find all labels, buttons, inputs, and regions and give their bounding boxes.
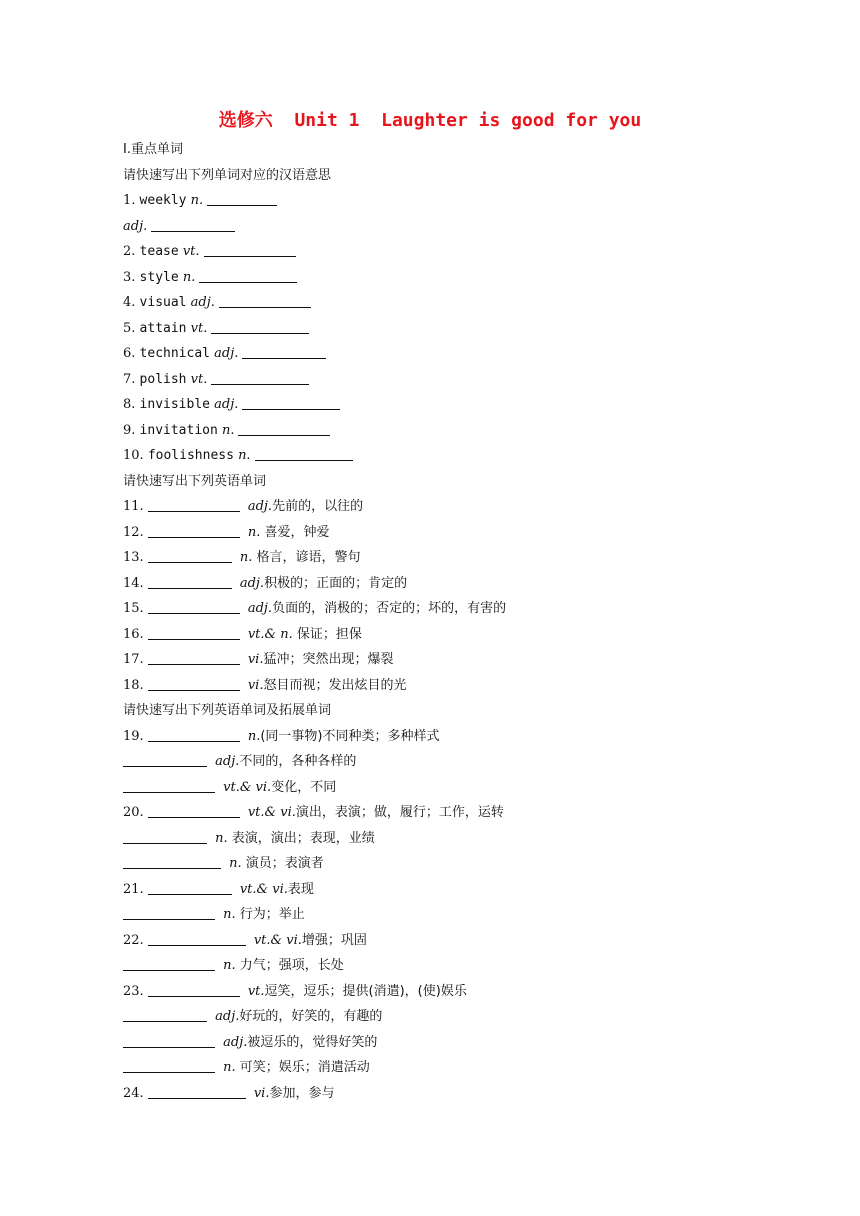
item-number: 22.	[123, 932, 144, 948]
item-number: 4.	[123, 295, 136, 310]
part-of-speech: vi.	[253, 1085, 270, 1101]
item-word: weekly	[139, 193, 187, 208]
item-number: 2.	[123, 244, 136, 259]
answer-blank[interactable]	[123, 1058, 215, 1073]
item-number: 7.	[123, 371, 136, 387]
item-meaning: 演员；表演者	[245, 856, 324, 871]
item-22-noun	[123, 953, 763, 979]
item-meaning: 先前的，以往的	[272, 499, 364, 514]
answer-blank[interactable]	[148, 548, 232, 563]
item-word: foolishness	[147, 448, 234, 463]
answer-blank[interactable]	[219, 293, 311, 308]
answer-blank[interactable]	[123, 905, 215, 920]
item-number: 23.	[123, 983, 144, 999]
part-of-speech: vt.& vi.	[247, 805, 296, 820]
item-number: 1.	[123, 193, 136, 208]
item-meaning: 负面的，消极的；否定的；坏的，有害的	[272, 601, 507, 616]
answer-blank[interactable]	[148, 676, 240, 691]
answer-blank[interactable]	[199, 268, 297, 283]
answer-blank[interactable]	[123, 829, 207, 844]
part-of-speech: adj.	[215, 1009, 240, 1024]
item-23-adj	[123, 1004, 763, 1030]
item-21-noun	[123, 902, 763, 928]
part-of-speech: n.	[215, 830, 228, 846]
item-number: 21.	[123, 881, 144, 897]
part-of-speech: adj.	[123, 218, 148, 234]
item-9	[123, 418, 763, 444]
page-title: 选修六 Unit 1 Laughter is good for you	[218, 110, 642, 131]
part-of-speech: adj.	[247, 601, 273, 616]
answer-blank[interactable]	[148, 650, 240, 665]
answer-blank[interactable]	[123, 854, 221, 869]
item-meaning: 力气；强项，长处	[239, 958, 344, 973]
answer-blank[interactable]	[148, 982, 240, 997]
item-meaning: 表现	[287, 881, 314, 897]
item-word: polish	[139, 371, 187, 387]
item-meaning: 增强；巩固	[301, 932, 367, 948]
item-meaning: 可笑；娱乐；消遣活动	[239, 1060, 370, 1075]
item-meaning: 喜爱，钟爱	[264, 524, 330, 540]
part-of-speech: vt.& vi.	[223, 779, 272, 795]
answer-blank[interactable]	[148, 599, 240, 614]
item-meaning: 积极的；正面的；肯定的	[264, 575, 408, 591]
item-19-adj	[123, 749, 763, 775]
answer-blank[interactable]	[204, 242, 296, 257]
answer-blank[interactable]	[148, 880, 232, 895]
item-20	[123, 800, 763, 826]
item-16	[123, 622, 763, 648]
item-word: style	[139, 269, 179, 285]
item-20-noun-person	[123, 851, 763, 877]
item-meaning: 逗笑，逗乐；提供(消遣)，(使)娱乐	[264, 983, 467, 999]
part-of-speech: n.	[221, 422, 235, 438]
part-of-speech: n.	[182, 269, 196, 285]
answer-blank[interactable]	[123, 1033, 215, 1048]
part-of-speech: vt.	[182, 244, 200, 259]
answer-blank[interactable]	[148, 574, 232, 589]
item-number: 20.	[123, 805, 144, 820]
item-number: 13.	[123, 550, 144, 565]
item-2	[123, 239, 763, 265]
answer-blank[interactable]	[255, 446, 353, 461]
part-of-speech: n.	[190, 193, 204, 208]
item-6	[123, 341, 763, 367]
item-word: invitation	[139, 422, 218, 438]
item-24	[123, 1081, 763, 1107]
part1-instruction: 请快速写出下列单词对应的汉语意思	[123, 167, 332, 183]
item-number: 14.	[123, 575, 144, 591]
part-of-speech: adj.	[190, 295, 215, 310]
item-1-adj	[123, 214, 763, 240]
item-number: 18.	[123, 677, 144, 693]
item-18	[123, 673, 763, 699]
item-meaning: 变化，不同	[271, 779, 337, 795]
answer-blank[interactable]	[148, 497, 240, 512]
part-of-speech: n.	[238, 448, 251, 463]
part-of-speech: vt.& vi.	[239, 881, 288, 897]
part-of-speech: n.	[223, 958, 236, 973]
answer-blank[interactable]	[123, 752, 207, 767]
item-number: 3.	[123, 269, 136, 285]
item-23	[123, 979, 763, 1005]
part-of-speech: vt.& vi.	[253, 932, 302, 948]
item-word: attain	[139, 320, 187, 336]
part-of-speech: n.	[247, 728, 261, 744]
item-5	[123, 316, 763, 342]
item-1	[123, 188, 763, 214]
part-of-speech: vt.	[190, 371, 208, 387]
item-19	[123, 724, 763, 750]
part-of-speech: adj.	[223, 1034, 248, 1050]
item-meaning: 好玩的，好笑的，有趣的	[239, 1009, 383, 1024]
item-meaning: 格言，谚语，警句	[256, 550, 361, 565]
item-word: technical	[139, 346, 210, 361]
item-number: 15.	[123, 601, 144, 616]
item-number: 17.	[123, 652, 144, 667]
item-4	[123, 290, 763, 316]
part-of-speech: vi.	[247, 677, 264, 693]
item-15	[123, 596, 763, 622]
item-7	[123, 367, 763, 393]
item-number: 11.	[123, 499, 144, 514]
answer-blank[interactable]	[211, 319, 309, 334]
item-meaning: 演出，表演；做，履行；工作，运转	[295, 805, 504, 820]
item-meaning: 猛冲；突然出现；爆裂	[263, 652, 394, 667]
item-meaning: 不同的，各种各样的	[239, 754, 357, 769]
answer-blank[interactable]	[148, 625, 240, 640]
answer-blank[interactable]	[211, 370, 309, 385]
answer-blank[interactable]	[151, 217, 235, 232]
answer-blank[interactable]	[148, 727, 240, 742]
part-of-speech: vi.	[247, 652, 264, 667]
item-17	[123, 647, 763, 673]
item-number: 19.	[123, 728, 144, 744]
answer-blank[interactable]	[242, 344, 326, 359]
item-meaning: 参加，参与	[269, 1085, 335, 1101]
part-of-speech: vt.	[190, 320, 208, 336]
answer-blank[interactable]	[148, 803, 240, 818]
part-of-speech: n.	[247, 524, 261, 540]
part-of-speech: vt.& n.	[247, 626, 293, 642]
item-14	[123, 571, 763, 597]
item-number: 16.	[123, 626, 144, 642]
part3-instruction: 请快速写出下列英语单词及拓展单词	[123, 703, 332, 718]
item-13	[123, 545, 763, 571]
part2-instruction: 请快速写出下列英语单词	[123, 473, 267, 489]
item-number: 12.	[123, 524, 144, 540]
answer-blank[interactable]	[123, 1007, 207, 1022]
part-of-speech: adj.	[214, 397, 239, 412]
part-of-speech: adj.	[247, 499, 273, 514]
part-of-speech: vt.	[247, 983, 265, 999]
answer-blank[interactable]	[238, 421, 330, 436]
answer-blank[interactable]	[123, 956, 215, 971]
item-meaning: 表演，演出；表现，业绩	[231, 830, 375, 846]
part-of-speech: adj.	[214, 346, 239, 361]
item-number: 24.	[123, 1085, 144, 1101]
answer-blank[interactable]	[242, 395, 340, 410]
item-19-verb	[123, 775, 763, 801]
part-of-speech: adj.	[215, 754, 240, 769]
item-meaning: 被逗乐的，觉得好笑的	[247, 1034, 378, 1050]
vocabulary-section	[123, 137, 763, 1106]
item-10	[123, 443, 763, 469]
item-22	[123, 928, 763, 954]
item-word: visual	[139, 295, 187, 310]
item-23-adj-2	[123, 1030, 763, 1056]
answer-blank[interactable]	[148, 523, 240, 538]
item-11	[123, 494, 763, 520]
item-word: invisible	[139, 397, 210, 412]
item-meaning: (同一事物)不同种类；多种样式	[260, 728, 440, 744]
item-meaning: 行为；举止	[239, 907, 305, 922]
item-number: 6.	[123, 346, 136, 361]
answer-blank[interactable]	[148, 931, 246, 946]
part-of-speech: n.	[223, 1060, 236, 1075]
item-21	[123, 877, 763, 903]
item-23-noun	[123, 1055, 763, 1081]
item-12	[123, 520, 763, 546]
answer-blank[interactable]	[207, 191, 277, 206]
item-number: 8.	[123, 397, 136, 412]
answer-blank[interactable]	[123, 778, 215, 793]
section-heading: Ⅰ.重点单词	[123, 142, 183, 157]
part-of-speech: n.	[239, 550, 253, 565]
item-word: tease	[139, 244, 179, 259]
item-meaning: 保证；担保	[296, 626, 362, 642]
answer-blank[interactable]	[148, 1084, 246, 1099]
item-3	[123, 265, 763, 291]
item-20-noun	[123, 826, 763, 852]
part-of-speech: adj.	[239, 575, 265, 591]
part-of-speech: n.	[229, 856, 242, 871]
item-number: 5.	[123, 320, 136, 336]
item-number: 10.	[123, 448, 144, 463]
part-of-speech: n.	[223, 907, 236, 922]
item-number: 9.	[123, 422, 136, 438]
item-meaning: 怒目而视；发出炫目的光	[263, 677, 407, 693]
item-8	[123, 392, 763, 418]
